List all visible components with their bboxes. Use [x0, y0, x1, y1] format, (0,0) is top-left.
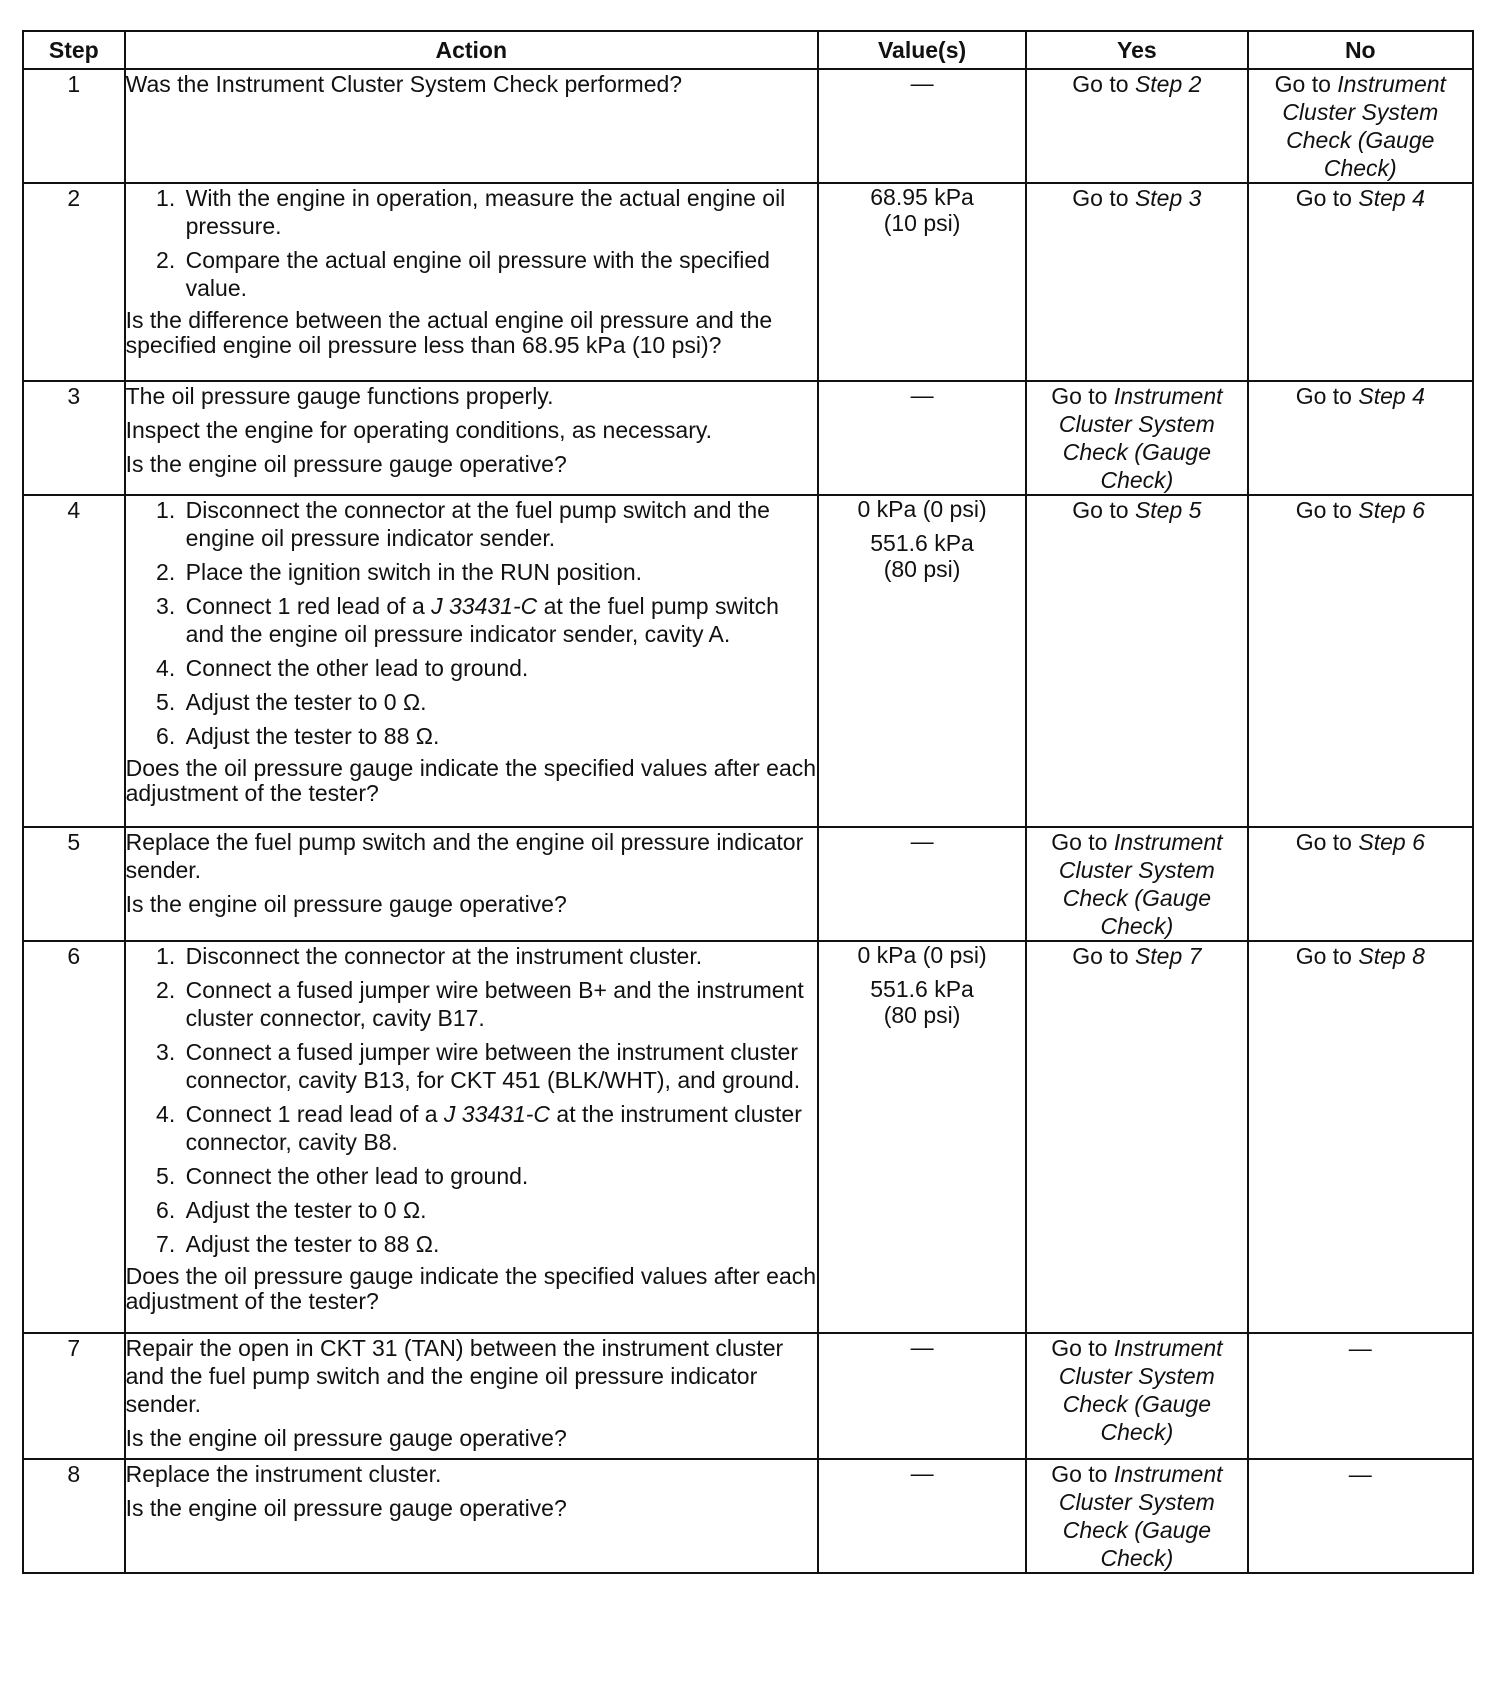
yes-goto-link[interactable]: Instrument Cluster System Check (Gauge Check)	[1058, 1461, 1223, 1571]
value-text: 551.6 kPa	[870, 530, 974, 556]
value-cell	[818, 183, 1026, 381]
action-steps-list	[126, 184, 817, 302]
action-steps-list	[126, 942, 817, 1258]
action-text: Is the engine oil pressure gauge operative?	[125, 1425, 567, 1451]
yes-goto-link[interactable]: Step 5	[1134, 497, 1202, 523]
step-number: 2	[23, 183, 125, 381]
no-cell: Go to Instrument Cluster System Check (Gauge Check)	[1248, 69, 1473, 183]
no-action-dash: —	[1348, 1335, 1372, 1361]
step-number: 3	[23, 381, 125, 495]
no-goto-link[interactable]: Step 6	[1358, 829, 1425, 855]
action-text: Is the engine oil pressure gauge operative?	[125, 1495, 567, 1521]
action-cell	[125, 1333, 818, 1459]
yes-cell: Go to Instrument Cluster System Check (Gauge Check)	[1026, 381, 1247, 495]
no-action-dash: —	[1348, 1461, 1372, 1487]
header-no: No	[1248, 31, 1473, 69]
value-text: —	[910, 1460, 934, 1486]
no-cell	[1248, 1333, 1473, 1459]
tool-name: J 33431-C	[431, 593, 538, 619]
no-cell: Go to Step 6	[1248, 827, 1473, 941]
value-text: —	[910, 828, 934, 854]
diagnostic-table	[22, 30, 1474, 1574]
table-body	[23, 69, 1473, 1573]
value-cell	[818, 941, 1026, 1333]
table-row	[23, 1459, 1473, 1573]
step-number: 8	[23, 1459, 125, 1573]
step-number: 6	[23, 941, 125, 1333]
yes-goto-link[interactable]: Step 3	[1134, 185, 1202, 211]
yes-goto-link[interactable]: Instrument Cluster System Check (Gauge Check)	[1058, 383, 1223, 493]
value-text: —	[910, 1334, 934, 1360]
no-goto-link[interactable]: Step 8	[1358, 943, 1425, 969]
action-step: 4. Connect 1 read lead of a J 33431-C at the instrument cluster connector, cavity B8.	[182, 1100, 817, 1156]
value-text: 68.95 kPa	[870, 184, 974, 210]
action-step: 6. Adjust the tester to 88 Ω.	[182, 722, 817, 750]
header-row	[23, 31, 1473, 69]
value-text: (80 psi)	[883, 556, 961, 582]
action-text: Is the engine oil pressure gauge operative?	[125, 451, 567, 477]
action-step: 4. Connect the other lead to ground.	[182, 654, 817, 682]
yes-goto-link[interactable]: Instrument Cluster System Check (Gauge Check)	[1058, 829, 1223, 939]
header-values: Value(s)	[818, 31, 1026, 69]
table-row	[23, 381, 1473, 495]
action-question: Does the oil pressure gauge indicate the specified values after each adjustment of the tester?	[125, 755, 817, 806]
action-step: 5. Adjust the tester to 0 Ω.	[182, 688, 817, 716]
no-goto-link[interactable]: Step 6	[1358, 497, 1425, 523]
action-cell	[125, 827, 818, 941]
step-number: 1	[23, 69, 125, 183]
yes-cell: Go to Instrument Cluster System Check (Gauge Check)	[1026, 827, 1247, 941]
yes-cell: Go to Instrument Cluster System Check (Gauge Check)	[1026, 1333, 1247, 1459]
value-text: 0 kPa (0 psi)	[857, 496, 987, 522]
table-row	[23, 69, 1473, 183]
no-cell: Go to Step 6	[1248, 495, 1473, 827]
action-step: 1. Disconnect the connector at the instrument cluster.	[182, 942, 817, 970]
action-text: The oil pressure gauge functions properly.	[125, 383, 554, 409]
step-number: 5	[23, 827, 125, 941]
no-goto-link[interactable]: Step 4	[1358, 185, 1425, 211]
yes-goto-link[interactable]: Step 2	[1134, 71, 1202, 97]
header-action: Action	[125, 31, 818, 69]
yes-cell: Go to Step 7	[1026, 941, 1247, 1333]
table-row	[23, 495, 1473, 827]
yes-cell: Go to Step 5	[1026, 495, 1247, 827]
no-cell	[1248, 1459, 1473, 1573]
action-text: Replace the instrument cluster.	[125, 1461, 442, 1487]
yes-cell: Go to Step 3	[1026, 183, 1247, 381]
table-row	[23, 827, 1473, 941]
action-steps-list	[126, 496, 817, 750]
action-step: 5. Connect the other lead to ground.	[182, 1162, 817, 1190]
yes-goto-link[interactable]: Instrument Cluster System Check (Gauge Check)	[1058, 1335, 1223, 1445]
action-cell	[125, 941, 818, 1333]
no-goto-link[interactable]: Instrument Cluster System Check (Gauge Check)	[1282, 71, 1446, 181]
value-text: —	[910, 70, 934, 96]
table-row	[23, 941, 1473, 1333]
action-cell	[125, 495, 818, 827]
action-question: Does the oil pressure gauge indicate the specified values after each adjustment of the tester?	[125, 1263, 817, 1314]
header-yes: Yes	[1026, 31, 1247, 69]
value-cell	[818, 827, 1026, 941]
yes-cell: Go to Step 2	[1026, 69, 1247, 183]
no-cell: Go to Step 4	[1248, 381, 1473, 495]
table-row	[23, 183, 1473, 381]
header-step: Step	[23, 31, 125, 69]
action-cell	[125, 183, 818, 381]
action-text: Replace the fuel pump switch and the engine oil pressure indicator sender.	[125, 829, 804, 883]
action-text: Was the Instrument Cluster System Check performed?	[125, 71, 683, 97]
no-goto-link[interactable]: Step 4	[1358, 383, 1425, 409]
value-text: —	[910, 382, 934, 408]
step-number: 7	[23, 1333, 125, 1459]
action-text: Is the engine oil pressure gauge operative?	[125, 891, 567, 917]
action-step: 1. With the engine in operation, measure the actual engine oil pressure.	[182, 184, 817, 240]
value-text: (80 psi)	[883, 1002, 961, 1028]
value-cell	[818, 1459, 1026, 1573]
value-cell	[818, 1333, 1026, 1459]
action-step: 2. Connect a fused jumper wire between B+ and the instrument cluster connector, cavity B17.	[182, 976, 817, 1032]
table-row	[23, 1333, 1473, 1459]
tool-name: J 33431-C	[443, 1101, 551, 1127]
value-cell	[818, 381, 1026, 495]
yes-cell: Go to Instrument Cluster System Check (Gauge Check)	[1026, 1459, 1247, 1573]
action-step: 3. Connect a fused jumper wire between the instrument cluster connector, cavity B13, for CKT 451 (BLK/WHT), and ground.	[182, 1038, 817, 1094]
value-cell	[818, 69, 1026, 183]
step-number: 4	[23, 495, 125, 827]
action-step: 6. Adjust the tester to 0 Ω.	[182, 1196, 817, 1224]
value-text: 0 kPa (0 psi)	[857, 942, 987, 968]
action-cell	[125, 381, 818, 495]
action-step: 3. Connect 1 red lead of a J 33431-C at the fuel pump switch and the engine oil pressure indicator sender, cavity A.	[182, 592, 817, 648]
no-cell: Go to Step 4	[1248, 183, 1473, 381]
value-text: (10 psi)	[883, 210, 961, 236]
action-question: Is the difference between the actual engine oil pressure and the specified engine oil pressure less than 68.95 kPa (10 psi)?	[125, 307, 773, 358]
action-step: 2. Compare the actual engine oil pressure with the specified value.	[182, 246, 817, 302]
action-text: Inspect the engine for operating conditions, as necessary.	[125, 417, 713, 443]
no-cell: Go to Step 8	[1248, 941, 1473, 1333]
action-step: 1. Disconnect the connector at the fuel pump switch and the engine oil pressure indicator sender.	[182, 496, 817, 552]
action-cell	[125, 69, 818, 183]
action-text: Repair the open in CKT 31 (TAN) between the instrument cluster and the fuel pump switch and the engine oil pressure indicator sender.	[125, 1335, 784, 1417]
action-step: 7. Adjust the tester to 88 Ω.	[182, 1230, 817, 1258]
yes-goto-link[interactable]: Step 7	[1134, 943, 1202, 969]
action-cell	[125, 1459, 818, 1573]
value-text: 551.6 kPa	[870, 976, 974, 1002]
value-cell	[818, 495, 1026, 827]
action-step: 2. Place the ignition switch in the RUN position.	[182, 558, 817, 586]
